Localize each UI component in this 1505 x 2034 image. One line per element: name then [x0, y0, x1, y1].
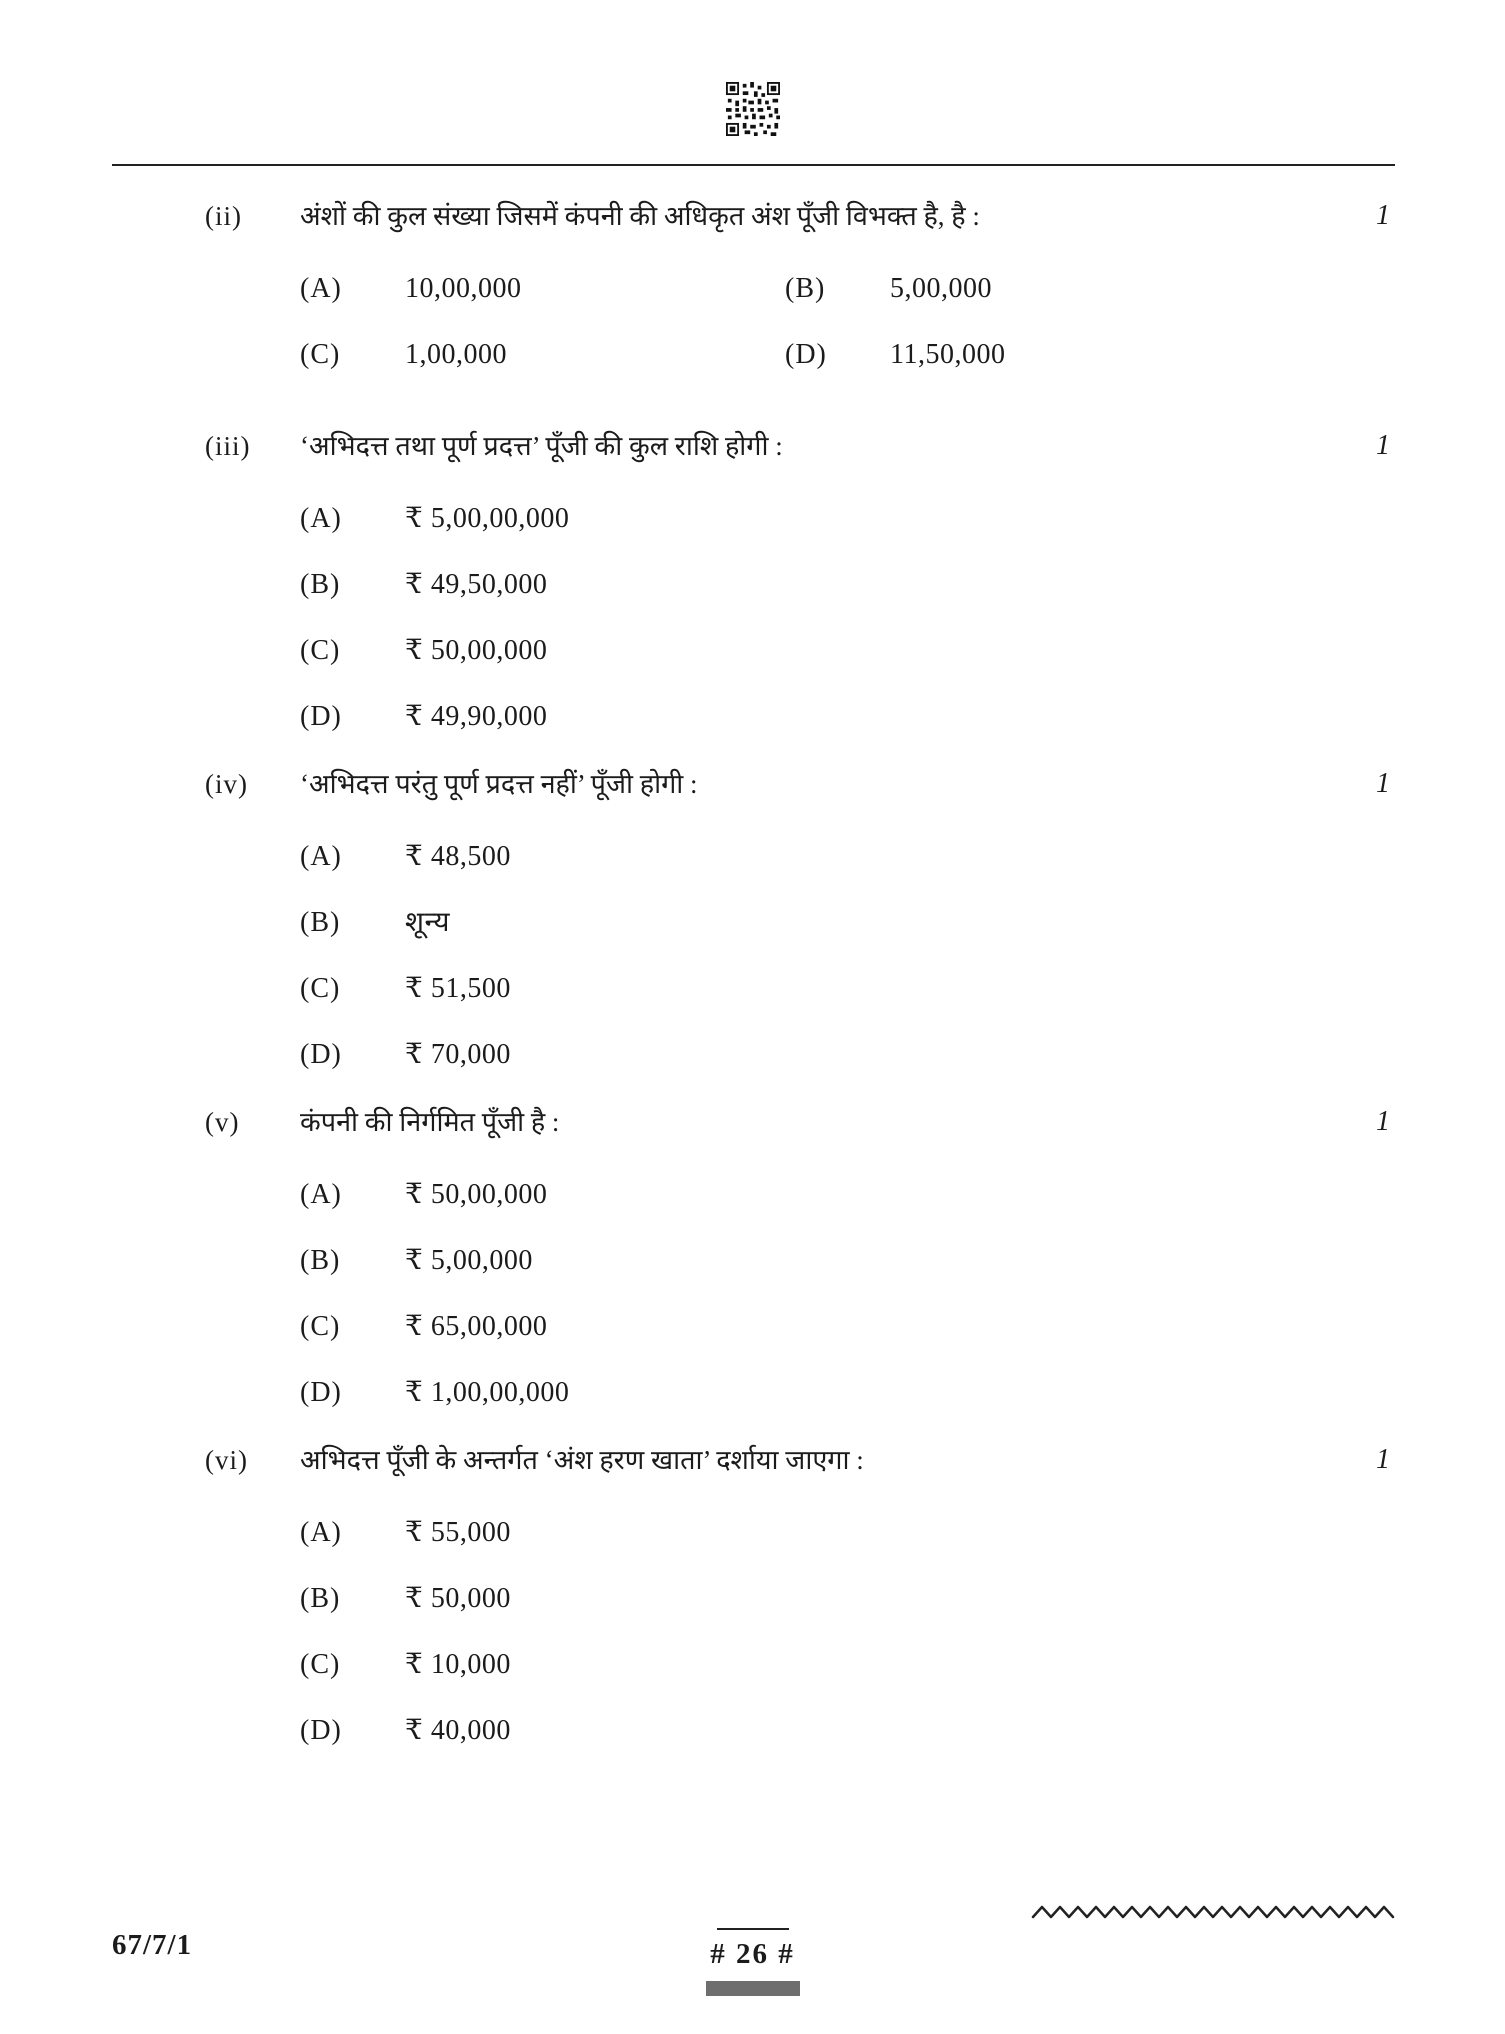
options-list	[300, 1514, 1390, 1750]
question-number: (v)	[205, 1107, 240, 1137]
option-c	[300, 336, 785, 374]
option-label: (B)	[785, 273, 826, 304]
option-label: (A)	[300, 841, 342, 872]
option-label: (A)	[300, 503, 342, 534]
page-number: # 26 #	[710, 1938, 795, 1970]
option-value: 1,00,000	[405, 339, 507, 370]
option-a	[300, 500, 1390, 538]
question-marks: 1	[1376, 768, 1390, 799]
options-list	[300, 838, 1390, 1074]
option-d	[300, 1374, 1390, 1412]
option-d	[300, 1036, 1390, 1074]
page-number-top-rule	[717, 1928, 789, 1930]
option-label: (D)	[300, 1039, 342, 1070]
question-header	[205, 196, 1390, 236]
option-b	[300, 904, 1390, 942]
question-text: ‘अभिदत्त तथा पूर्ण प्रदत्त’ पूँजी की कुल राशि होगी :	[300, 431, 783, 461]
question-vi	[205, 1440, 1390, 1750]
question-marks: 1	[1376, 430, 1390, 461]
questions-area	[0, 196, 1505, 1750]
zigzag-line	[1031, 1902, 1403, 1922]
question-header	[205, 1440, 1390, 1480]
option-d	[785, 336, 1390, 374]
option-label: (C)	[300, 339, 341, 370]
option-value: ₹ 50,000	[405, 1583, 511, 1614]
option-b	[785, 270, 1390, 308]
question-text: कंपनी की निर्गमित पूँजी है :	[300, 1107, 560, 1137]
question-header	[205, 764, 1390, 804]
question-v	[205, 1102, 1390, 1412]
option-value: 10,00,000	[405, 273, 522, 304]
question-iii	[205, 426, 1390, 736]
question-header	[205, 1102, 1390, 1142]
option-label: (C)	[300, 635, 341, 666]
question-text: अंशों की कुल संख्या जिसमें कंपनी की अधिकृत अंश पूँजी विभक्त है, है :	[300, 201, 980, 231]
options-list	[300, 270, 1390, 402]
question-marks: 1	[1376, 200, 1390, 231]
option-d	[300, 1712, 1390, 1750]
option-value: 11,50,000	[890, 339, 1006, 370]
option-value: ₹ 50,00,000	[405, 1179, 548, 1210]
option-value: ₹ 10,000	[405, 1649, 511, 1680]
option-label: (C)	[300, 1311, 341, 1342]
qr-code-icon	[726, 82, 780, 136]
header-divider	[112, 164, 1395, 166]
option-c	[300, 970, 1390, 1008]
option-a	[300, 1176, 1390, 1214]
options-list	[300, 500, 1390, 736]
option-label: (D)	[300, 701, 342, 732]
paper-code: 67/7/1	[112, 1929, 193, 1961]
option-value: ₹ 5,00,000	[405, 1245, 533, 1276]
question-text: अभिदत्त पूँजी के अन्तर्गत ‘अंश हरण खाता’ दर्शाया जाएगा :	[300, 1445, 864, 1475]
option-label: (B)	[300, 1583, 341, 1614]
option-value: ₹ 65,00,000	[405, 1311, 548, 1342]
question-number: (iii)	[205, 431, 251, 461]
question-number: (vi)	[205, 1445, 248, 1475]
question-marks: 1	[1376, 1444, 1390, 1475]
option-value: 5,00,000	[890, 273, 992, 304]
question-iv	[205, 764, 1390, 1074]
option-value: ₹ 51,500	[405, 973, 511, 1004]
option-label: (D)	[300, 1715, 342, 1746]
option-c	[300, 1646, 1390, 1684]
option-label: (B)	[300, 907, 341, 938]
option-label: (A)	[300, 273, 342, 304]
question-ii	[205, 196, 1390, 402]
page-number-bottom-bar	[706, 1981, 800, 1996]
option-value: ₹ 5,00,00,000	[405, 503, 570, 534]
option-label: (D)	[300, 1377, 342, 1408]
option-value: शून्य	[405, 907, 451, 938]
options-list	[300, 1176, 1390, 1412]
option-d	[300, 698, 1390, 736]
question-number: (ii)	[205, 201, 242, 231]
option-value: ₹ 55,000	[405, 1517, 511, 1548]
option-label: (B)	[300, 569, 341, 600]
option-c	[300, 1308, 1390, 1346]
option-value: ₹ 1,00,00,000	[405, 1377, 570, 1408]
option-label: (C)	[300, 973, 341, 1004]
option-c	[300, 632, 1390, 670]
page-number-block	[706, 1928, 800, 1996]
question-header	[205, 426, 1390, 466]
question-number: (iv)	[205, 769, 248, 799]
option-label: (A)	[300, 1517, 342, 1548]
option-a	[300, 1514, 1390, 1552]
option-b	[300, 1580, 1390, 1618]
option-value: ₹ 49,90,000	[405, 701, 548, 732]
option-value: ₹ 50,00,000	[405, 635, 548, 666]
option-value: ₹ 70,000	[405, 1039, 511, 1070]
option-a	[300, 270, 785, 308]
option-label: (A)	[300, 1179, 342, 1210]
question-marks: 1	[1376, 1106, 1390, 1137]
option-label: (B)	[300, 1245, 341, 1276]
option-value: ₹ 49,50,000	[405, 569, 548, 600]
option-label: (D)	[785, 339, 827, 370]
option-b	[300, 1242, 1390, 1280]
option-value: ₹ 40,000	[405, 1715, 511, 1746]
option-value: ₹ 48,500	[405, 841, 511, 872]
option-a	[300, 838, 1390, 876]
option-label: (C)	[300, 1649, 341, 1680]
question-text: ‘अभिदत्त परंतु पूर्ण प्रदत्त नहीं’ पूँजी होगी :	[300, 769, 698, 799]
option-b	[300, 566, 1390, 604]
